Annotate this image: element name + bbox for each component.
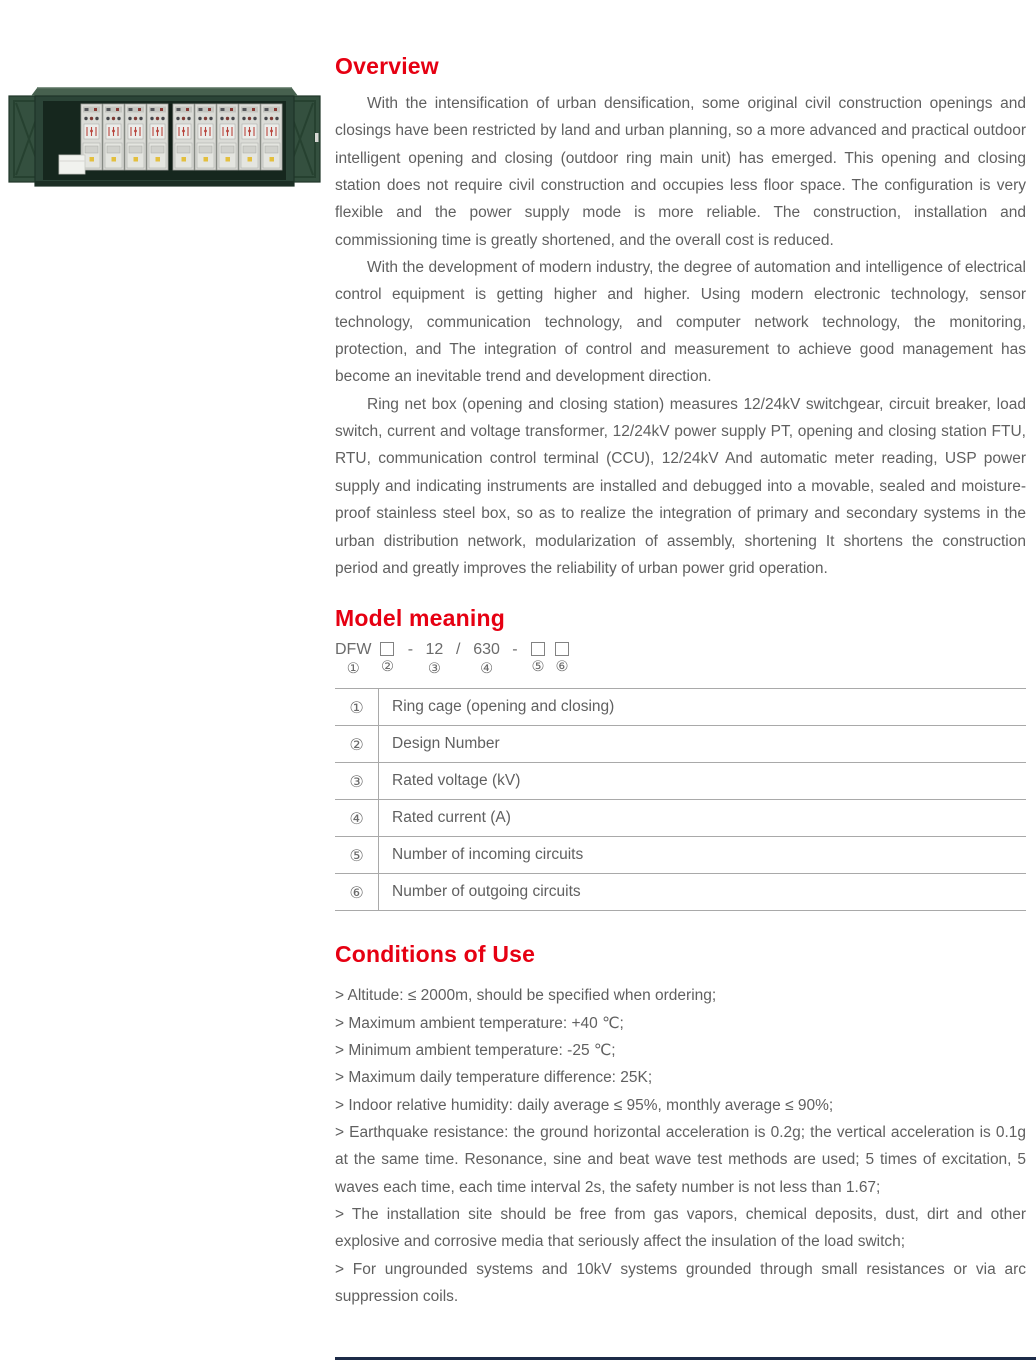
model-code-marker: ②	[380, 659, 394, 676]
condition-item: > Maximum ambient temperature: +40 ℃;	[335, 1014, 624, 1032]
overview-heading: Overview	[335, 53, 439, 79]
model-meaning-table	[335, 688, 1026, 911]
condition-item: > Minimum ambient temperature: -25 ℃;	[335, 1041, 616, 1059]
model-code-segment	[451, 639, 465, 679]
model-table-description-cell: Rated current (A)	[392, 809, 511, 827]
model-code-marker	[403, 660, 417, 679]
condition-item: > Maximum daily temperature difference: 25K;	[335, 1069, 653, 1087]
model-table-row	[335, 689, 1026, 726]
model-table-description-cell: Design Number	[392, 735, 500, 753]
condition-item: > Earthquake resistance: the ground horizontal acceleration is 0.2g; the vertical acceleration is 0.1g at the same time. Resonance, sine and beat wave test methods are used; 5 times of excitation, 5 waves each time, each time interval 2s, the safety number is not less than 1.67;	[335, 1123, 1026, 1196]
model-code-designation	[335, 639, 1026, 679]
model-code-segment	[335, 639, 371, 679]
model-table-description-cell: Number of incoming circuits	[392, 846, 584, 864]
model-meaning-heading: Model meaning	[335, 605, 506, 632]
model-code-marker	[451, 660, 465, 679]
model-code-text: 12	[425, 641, 444, 659]
model-code-marker: ⑤	[531, 659, 545, 676]
model-code-marker: ③	[427, 661, 441, 678]
model-code-segment	[403, 639, 417, 679]
footer-rule	[335, 1357, 1036, 1360]
model-table-row	[335, 837, 1026, 874]
model-code-segment	[508, 639, 522, 679]
model-table-row	[335, 726, 1026, 763]
model-table-marker-cell: ①	[335, 689, 379, 726]
condition-item: > Indoor relative humidity: daily average ≤ 95%, monthly average ≤ 90%;	[335, 1096, 834, 1114]
model-code-text: -	[407, 641, 414, 659]
ring-main-unit-cabinet-image	[7, 57, 322, 197]
model-code-placeholder-box	[380, 642, 394, 656]
product-photo	[7, 57, 322, 197]
condition-item: > For ungrounded systems and 10kV systems grounded through small resistances or via arc suppression coils.	[335, 1260, 1026, 1305]
model-code-segment	[425, 639, 443, 679]
model-table-description-cell: Rated voltage (kV)	[392, 772, 521, 790]
model-table-description-cell: Number of outgoing circuits	[392, 883, 581, 901]
model-table-row	[335, 800, 1026, 837]
model-code-text: /	[456, 641, 461, 659]
model-table-marker-cell: ⑥	[335, 874, 379, 911]
model-code-segment	[473, 639, 500, 679]
model-table-description-cell: Ring cage (opening and closing)	[392, 698, 615, 716]
model-code-segment	[530, 639, 546, 677]
model-table-marker-cell: ③	[335, 763, 379, 800]
overview-paragraph-1: With the intensification of urban densification, some original civil construction openings and closings have been restricted by land and urban planning, so a more advanced and practical outdoor intelligent opening and closing (outdoor ring main unit) has emerged. This opening and closing station does not require civil construction and occupies less floor space. The configuration is very flexible and the power supply mode is more reliable. The construction, installation and commissioning time is greatly shortened, and the overall cost is reduced.	[335, 95, 1026, 249]
model-code-marker: ⑥	[555, 659, 569, 676]
model-code-placeholder-box	[531, 642, 545, 656]
overview-paragraph-2: With the development of modern industry, the degree of automation and intelligence of electrical control equipment is getting higher and higher. Using modern electronic technology, sensor technology, communication technology, and computer network technology, the monitoring, protection, and The integration of control and measurement to achieve good management has become an inevitable trend and development direction.	[335, 259, 1026, 386]
model-table-marker-cell: ④	[335, 800, 379, 837]
content-column	[335, 0, 1026, 1310]
conditions-heading: Conditions of Use	[335, 941, 536, 968]
model-table-row	[335, 763, 1026, 800]
model-code-marker: ①	[346, 661, 360, 678]
model-code-placeholder-box	[555, 642, 569, 656]
model-code-text: DFW	[335, 641, 372, 659]
model-table-row	[335, 874, 1026, 911]
model-table-marker-cell: ⑤	[335, 837, 379, 874]
model-table-marker-cell: ②	[335, 726, 379, 763]
model-code-marker: ④	[480, 661, 494, 678]
overview-paragraph-3: Ring net box (opening and closing station) measures 12/24kV switchgear, circuit breaker, load switch, current and voltage transformer, 12/24kV power supply PT, opening and closing station FTU, RTU, communication control terminal (CCU), 12/24kV And automatic meter reading, USP power supply and indicating instruments are installed and debugged into a movable, sealed and moisture-proof stainless steel box, so as to realize the integration of primary and secondary systems in the urban distribution network, modularization of assembly, shortening It shortens the construction period and greatly improves the reliability of urban power grid operation.	[335, 395, 1026, 577]
model-code-text: -	[512, 641, 518, 659]
condition-item: > Altitude: ≤ 2000m, should be specified when ordering;	[335, 987, 717, 1005]
model-code-segment	[379, 639, 395, 677]
conditions-list	[335, 982, 1026, 1310]
condition-item: > The installation site should be free from gas vapors, chemical deposits, dust, dirt and other explosive and corrosive media that seriously affect the insulation of the load switch;	[335, 1205, 1026, 1251]
model-code-text: 630	[473, 641, 500, 659]
model-code-marker	[508, 660, 522, 679]
model-code-segment	[554, 639, 570, 677]
